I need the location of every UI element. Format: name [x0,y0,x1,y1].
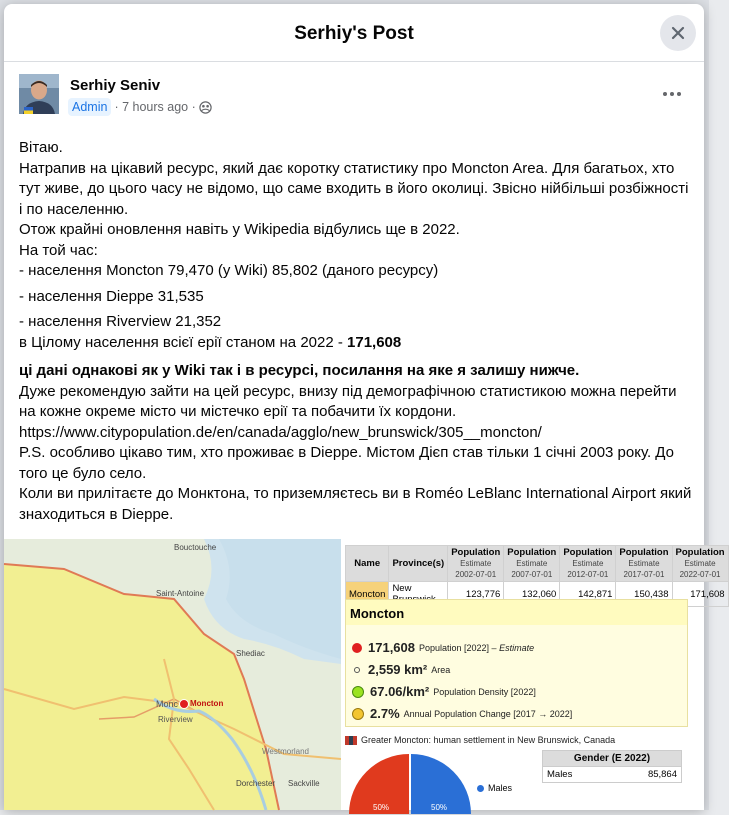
stat-change: 2.7% Annual Population Change [2017 → 2022] [352,706,572,721]
cell-value: 171,608 [672,582,728,607]
source-link[interactable]: https://www.citypopulation.de/en/canada/agglo/new_brunswick/305__moncton/ [19,423,542,441]
map-label: Monc [156,699,179,709]
pie-left-label: 50% [373,803,390,812]
cell-province: New [389,582,448,607]
city-title: Moncton [346,600,687,625]
area-map [4,539,341,810]
map-label: Bouctouche [174,543,217,552]
avatar-photo-icon [19,74,59,114]
col-header-province: Province(s) [389,546,448,582]
image-caption: Greater Moncton: human settlement in New Brunswick, Canada [345,733,688,747]
statistics-panel [341,539,725,812]
avatar[interactable] [19,74,59,114]
text-line: Натрапив на цікавий ресурс, який дає коротку статистику про Moncton Area. Для багатьох, хто тут живе, до цього часу не відомо, що саме входить в його околиці. Звісно нійбільші розбіжності і по населенню. [19,159,689,218]
gender-value: 85,864 [647,769,677,780]
col-header-pop-5: Population Estimate 2022-07-01 [672,546,728,582]
text-line-part: в Цілому населення всієї ерії станом на 2022 - [19,333,348,351]
col-header-name: Name [346,546,389,582]
city-summary [345,599,688,727]
map-marker-label: Moncton [190,699,224,708]
more-dots-icon [662,91,682,97]
map-label: Saint-Antoine [156,589,205,598]
text-line: На той час: [19,241,98,259]
table-header-row [346,546,729,582]
post-header [19,74,692,118]
post-modal [4,4,725,812]
pie-legend: Males [477,783,512,793]
map-label: Westmorland [262,747,309,756]
admin-badge: Admin [68,98,111,116]
text-line: P.S. особливо цікаво тим, хто проживає в Dieppe. Містом Дієп став тільки 1 січні 2003 року. До того це було село. [19,444,674,482]
modal-header [4,4,704,62]
table-row [542,767,682,783]
gender-table [542,750,682,783]
close-icon [670,25,686,41]
col-header-pop-4: Population Estimate 2017-07-01 [616,546,672,582]
text-line: Отож крайні оновлення навіть у Wikipedia відбулись ще в 2022. [19,221,460,238]
col-header-pop-2: Population Estimate 2007-07-01 [504,546,560,582]
pie-right-label: 50% [431,803,448,812]
legend-dot-icon [477,785,484,792]
map-label: Riverview [158,715,193,724]
change-arrow-icon [352,708,364,720]
post-text [19,138,695,525]
map-graphic [4,539,341,810]
flag-icon [345,736,357,745]
stat-density: 67.06/km² Population Density [2022] [352,684,536,699]
map-label: Dorchester [236,779,276,788]
text-line: - населення Riverview 21,352 [19,313,222,330]
cell-value: 132,060 [504,582,560,607]
group-audience-icon [199,101,212,114]
cell-value: 123,776 [448,582,504,607]
text-line: - населення Dieppe 31,535 [19,287,204,305]
map-label: Sackville [288,779,320,788]
cell-value: 150,438 [616,582,672,607]
stat-population: 171,608 Population [2022] – Estimate [352,640,534,655]
text-line-bold: ці дані однакові як у Wiki так і в ресурсі, посилання на яке я залишу нижче. [19,362,580,379]
stat-area: 2,559 km² Area [352,662,450,677]
population-dot-icon [352,643,362,653]
total-population: 171,608 [347,333,402,351]
gender-pie-chart [349,752,479,812]
area-dot-icon [354,667,360,673]
population-table [345,545,729,607]
modal-title: Serhiy's Post [294,23,414,44]
text-line: Коли ви прилітаєте до Монктона, то приземляєтесь ви в Roméo LeBlanc International Airport який знаходиться в Dieppe. [19,485,692,523]
text-line: - населення Moncton 79,470 (у Wiki) 85,802 (даного ресурсу) [19,262,439,279]
gender-label: Males [547,769,573,780]
author-name[interactable]: Serhiy Seniv [70,77,161,94]
more-options-button[interactable] [660,82,684,106]
map-label: Shediac [236,649,265,658]
text-line: Дуже рекомендую зайти на цей ресурс, внизу під демографічною статистикою можна перейти на кожне окреме місто чи містечко ерії та побачити їх кордони. [19,382,677,420]
close-button[interactable] [660,15,696,51]
cell-name: Moncton [346,582,389,607]
density-dot-icon [352,686,364,698]
col-header-pop-1: Population Estimate 2002-07-01 [448,546,504,582]
text-line [19,333,695,354]
post-time[interactable]: · 7 hours ago · [114,100,196,114]
gender-title: Gender (E 2022) [542,750,682,767]
text-line: Вітаю. [19,139,63,156]
col-header-pop-3: Population Estimate 2012-07-01 [560,546,616,582]
post-meta [68,98,212,116]
cell-value: 142,871 [560,582,616,607]
post-image-attachment[interactable] [4,539,725,812]
